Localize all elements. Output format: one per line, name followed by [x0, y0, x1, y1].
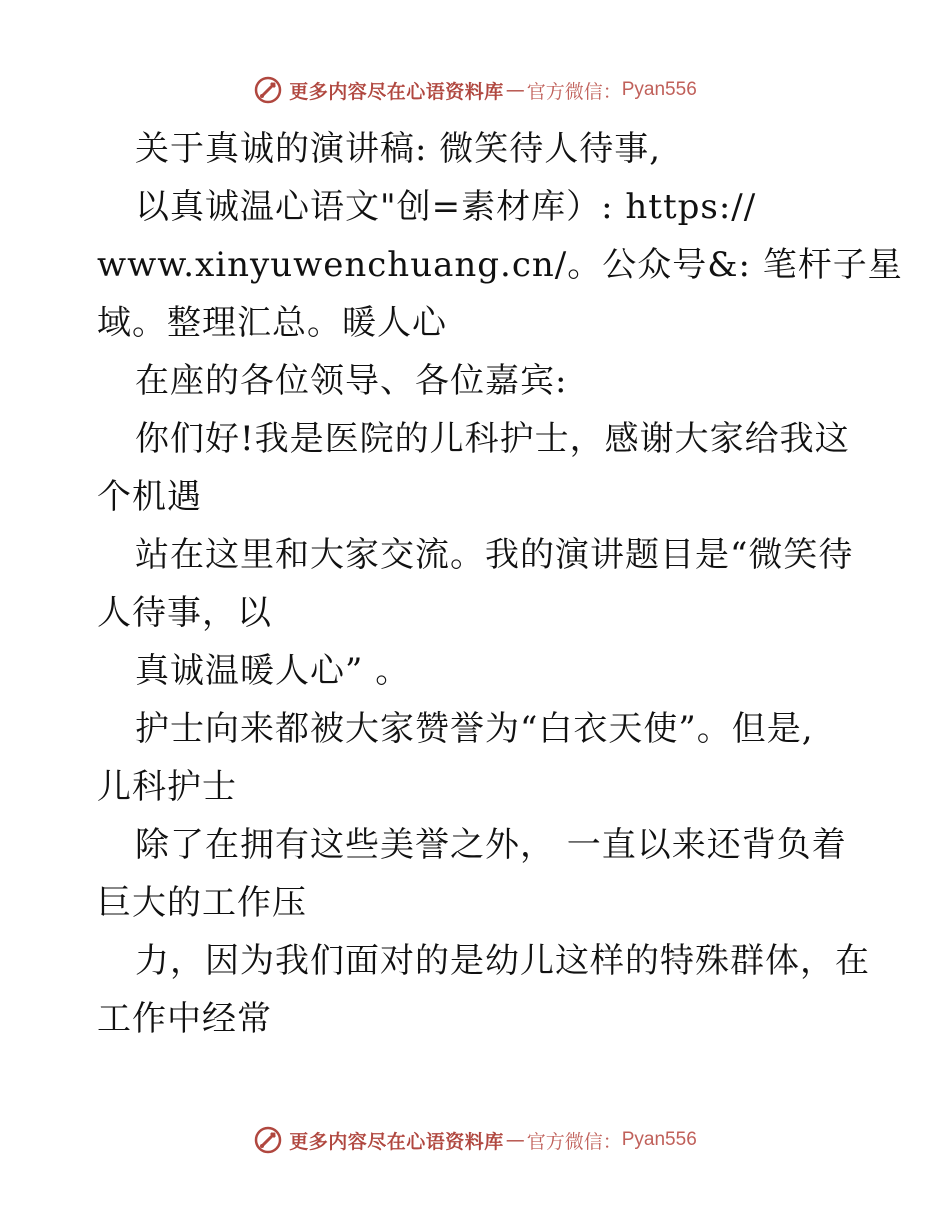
body-line: 个机遇	[97, 477, 202, 517]
header-separator: —	[505, 79, 525, 101]
header-wechat-label: 官方微信：	[526, 80, 622, 103]
body-line: 域。整理汇总。暖人心	[97, 303, 447, 343]
body-line: 真诚温暖人心” 。	[135, 651, 411, 691]
document-body	[97, 120, 903, 1048]
pen-seal-icon	[253, 1125, 283, 1155]
body-line: 护士向来都被大家赞誉为“白衣天使”。但是,	[135, 709, 814, 749]
body-line: www.xinyuwenchuang.cn/。公众号&: 笔杆子星	[97, 245, 903, 285]
body-line: 力，因为我们面对的是幼儿这样的特殊群体，在	[135, 941, 870, 981]
body-line: 站在这里和大家交流。我的演讲题目是“微笑待	[135, 535, 854, 575]
body-line: 你们好!我是医院的儿科护士，感谢大家给我这	[135, 419, 850, 459]
header-text: 更多内容尽在心语资料库	[289, 80, 504, 103]
body-line: 以真诚温心语文"创=素材库）: https://	[135, 187, 757, 227]
pen-seal-icon	[253, 75, 283, 105]
header-banner	[0, 70, 950, 110]
body-line: 人待事，以	[97, 593, 272, 633]
header-wechat-id: Pyan556	[621, 79, 697, 100]
body-line: 儿科护士	[97, 767, 237, 807]
footer-banner	[0, 1120, 950, 1160]
body-line: 在座的各位领导、各位嘉宾:	[135, 361, 568, 401]
body-line: 工作中经常	[97, 999, 272, 1039]
footer-wechat-label: 官方微信：	[526, 1130, 622, 1153]
body-line: 关于真诚的演讲稿: 微笑待人待事,	[135, 129, 662, 169]
body-line: 除了在拥有这些美誉之外， 一直以来还背负着	[135, 825, 847, 865]
footer-wechat-id: Pyan556	[621, 1129, 697, 1150]
body-line: 巨大的工作压	[97, 883, 307, 923]
footer-text: 更多内容尽在心语资料库	[289, 1130, 504, 1153]
footer-separator: —	[505, 1129, 525, 1151]
